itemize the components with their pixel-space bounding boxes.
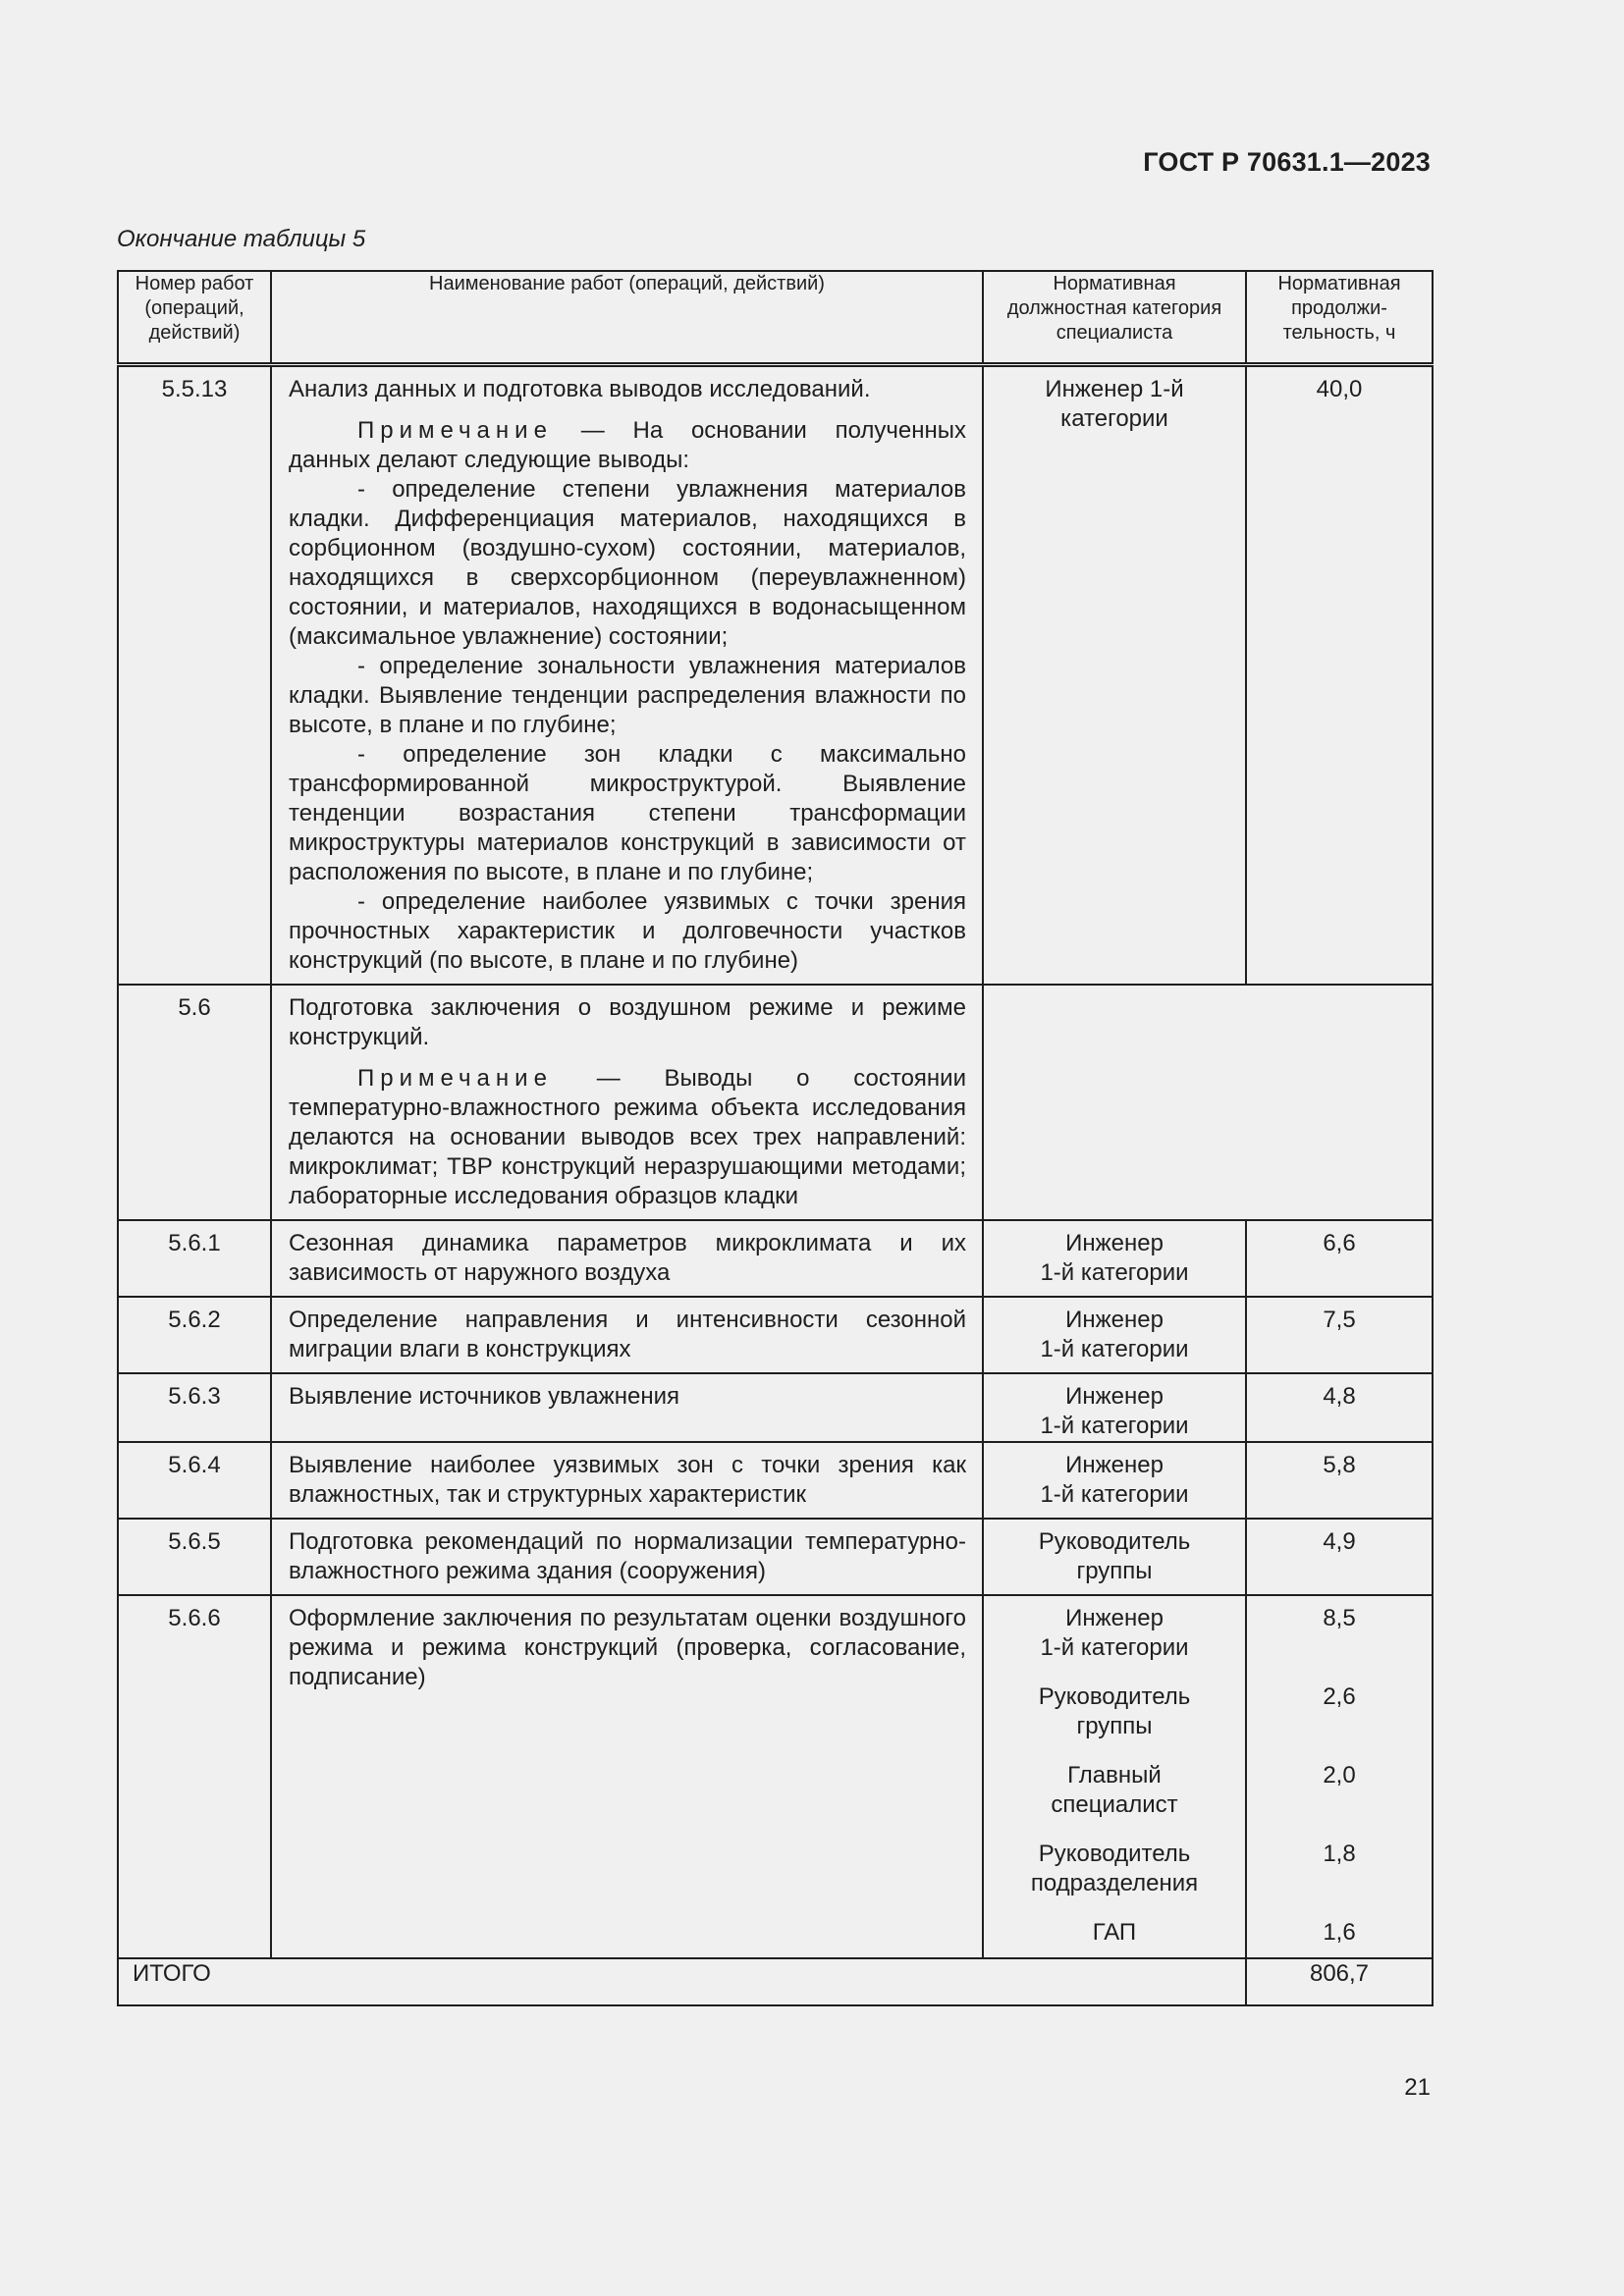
category-line: 1-й категории xyxy=(1040,1336,1189,1362)
row-duration: 4,8 xyxy=(1246,1373,1433,1442)
row-number: 5.6.3 xyxy=(118,1373,271,1442)
row-name xyxy=(271,365,983,986)
note-item: - определение зон кладки с максимально трансформированной микроструктурой. Выявление тенденции возрастания степени трансформации микроструктуры материалов конструкций в зависимости от расположения по высоте, в плане и по глубине; xyxy=(289,741,966,885)
assignment-duration: 2,0 xyxy=(1323,1762,1356,1789)
assignment-category xyxy=(984,1682,1245,1761)
category-line: Руководитель xyxy=(1038,1841,1191,1867)
category-line: Руководитель xyxy=(1038,1528,1191,1555)
table-caption: Окончание таблицы 5 xyxy=(117,226,366,252)
row-name xyxy=(271,985,983,1220)
row-duration: 6,6 xyxy=(1246,1220,1433,1297)
note-label: Примечание xyxy=(357,417,553,444)
header-col-number: Номер работ (операций, действий) xyxy=(118,271,271,365)
row-duration: 40,0 xyxy=(1246,365,1433,986)
note-item: - определение степени увлажнения материалов кладки. Дифференциация материалов, находящихся в сорбционном (воздушно-сухом) состоянии, материалов, находящихся в сверхсорбционном (переувлажненном) состоянии, и материалов, находящихся в водонасыщенном (максимальное увлажнение) состоянии; xyxy=(289,476,966,650)
header-col-name: Наименование работ (операций, действий) xyxy=(271,271,983,365)
page-number: 21 xyxy=(1404,2074,1431,2101)
row-duration: 4,9 xyxy=(1246,1519,1433,1595)
row-number: 5.6.1 xyxy=(118,1220,271,1297)
row-duration: 5,8 xyxy=(1246,1442,1433,1519)
assignment-duration: 8,5 xyxy=(1323,1605,1356,1631)
assignment-category xyxy=(984,1840,1245,1918)
row-number: 5.6.6 xyxy=(118,1595,271,1958)
row-name: Определение направления и интенсивности сезонной миграции влаги в конструкциях xyxy=(271,1297,983,1373)
row-name: Сезонная динамика параметров микроклимата и их зависимость от наружного воздуха xyxy=(271,1220,983,1297)
assignment-duration: 1,6 xyxy=(1323,1919,1356,1946)
assignment-category xyxy=(984,1604,1245,1682)
row-category xyxy=(983,1442,1246,1519)
category-line: ГАП xyxy=(1092,1919,1137,1946)
table-row xyxy=(118,985,1433,1220)
category-line: группы xyxy=(1076,1558,1153,1584)
category-text: Инженер 1-й категории xyxy=(1045,376,1184,432)
header-col-duration: Нормативная продолжи-тельность, ч xyxy=(1246,271,1433,365)
table-header-row xyxy=(118,271,1433,365)
category-line: специалист xyxy=(1051,1791,1178,1818)
note-item: - определение наиболее уязвимых с точки зрения прочностных характеристик и долговечности участков конструкций (по высоте, в плане и по глубине) xyxy=(289,888,966,974)
table-row xyxy=(118,1220,1433,1297)
row-number: 5.6.4 xyxy=(118,1442,271,1519)
row-note xyxy=(289,1064,966,1211)
category-line: Инженер xyxy=(1065,1307,1164,1333)
assignment-category xyxy=(984,1761,1245,1840)
row-category xyxy=(983,1373,1246,1442)
header-col-category: Нормативная должностная категория специалиста xyxy=(983,271,1246,365)
category-line: 1-й категории xyxy=(1040,1413,1189,1439)
table-row xyxy=(118,1595,1433,1958)
row-duration xyxy=(1246,1595,1433,1958)
category-line: подразделения xyxy=(1030,1870,1199,1896)
table-row xyxy=(118,1297,1433,1373)
total-row xyxy=(118,1958,1433,2005)
row-category xyxy=(983,1297,1246,1373)
row-title: Анализ данных и подготовка выводов исследований. xyxy=(289,376,871,402)
table-row xyxy=(118,1442,1433,1519)
row-empty-cell xyxy=(983,985,1433,1220)
category-line: Главный xyxy=(1067,1762,1162,1789)
assignment-duration: 1,8 xyxy=(1323,1841,1356,1867)
work-table xyxy=(117,270,1434,2006)
row-title: Подготовка заключения о воздушном режиме и режиме конструкций. xyxy=(289,994,966,1050)
row-number: 5.6.5 xyxy=(118,1519,271,1595)
table-row xyxy=(118,1373,1433,1442)
note-text: — Выводы о состоянии температурно-влажностного режима объекта исследования делаются на основании выводов всех трех направлений: микроклимат; ТВР конструкций неразрушающими методами; лабораторные исследования образцов кладки xyxy=(289,1065,966,1209)
row-name: Выявление источников увлажнения xyxy=(271,1373,983,1442)
assignment-duration: 2,6 xyxy=(1323,1683,1356,1710)
category-line: Руководитель xyxy=(1038,1683,1191,1710)
category-line: Инженер xyxy=(1065,1452,1164,1478)
row-name: Оформление заключения по результатам оценки воздушного режима и режима конструкций (проверка, согласование, подписание) xyxy=(271,1595,983,1958)
category-line: 1-й категории xyxy=(1040,1634,1189,1661)
row-name: Выявление наиболее уязвимых зон с точки зрения как влажностных, так и структурных характеристик xyxy=(271,1442,983,1519)
table-row xyxy=(118,365,1433,986)
assignment-category xyxy=(984,1918,1245,1957)
category-line: 1-й категории xyxy=(1040,1481,1189,1508)
note-text: — На основании полученных данных делают следующие выводы: xyxy=(289,417,966,473)
row-number: 5.5.13 xyxy=(118,365,271,986)
row-duration: 7,5 xyxy=(1246,1297,1433,1373)
total-value: 806,7 xyxy=(1246,1958,1433,2005)
category-line: Инженер xyxy=(1065,1230,1164,1256)
note-label: Примечание xyxy=(357,1065,553,1092)
row-category xyxy=(983,1595,1246,1958)
category-line: 1-й категории xyxy=(1040,1259,1189,1286)
category-line: группы xyxy=(1076,1713,1153,1739)
row-note xyxy=(289,416,966,475)
row-name: Подготовка рекомендаций по нормализации температурно-влажностного режима здания (сооружения) xyxy=(271,1519,983,1595)
total-label: ИТОГО xyxy=(118,1958,1246,2005)
row-number: 5.6 xyxy=(118,985,271,1220)
table-row xyxy=(118,1519,1433,1595)
row-number: 5.6.2 xyxy=(118,1297,271,1373)
row-category xyxy=(983,1220,1246,1297)
row-category xyxy=(983,365,1246,986)
document-code: ГОСТ Р 70631.1—2023 xyxy=(1143,147,1431,177)
category-line: Инженер xyxy=(1065,1383,1164,1410)
category-line: Инженер xyxy=(1065,1605,1164,1631)
row-category xyxy=(983,1519,1246,1595)
note-item: - определение зональности увлажнения материалов кладки. Выявление тенденции распределения влажности по высоте, в плане и по глубине; xyxy=(289,653,966,738)
